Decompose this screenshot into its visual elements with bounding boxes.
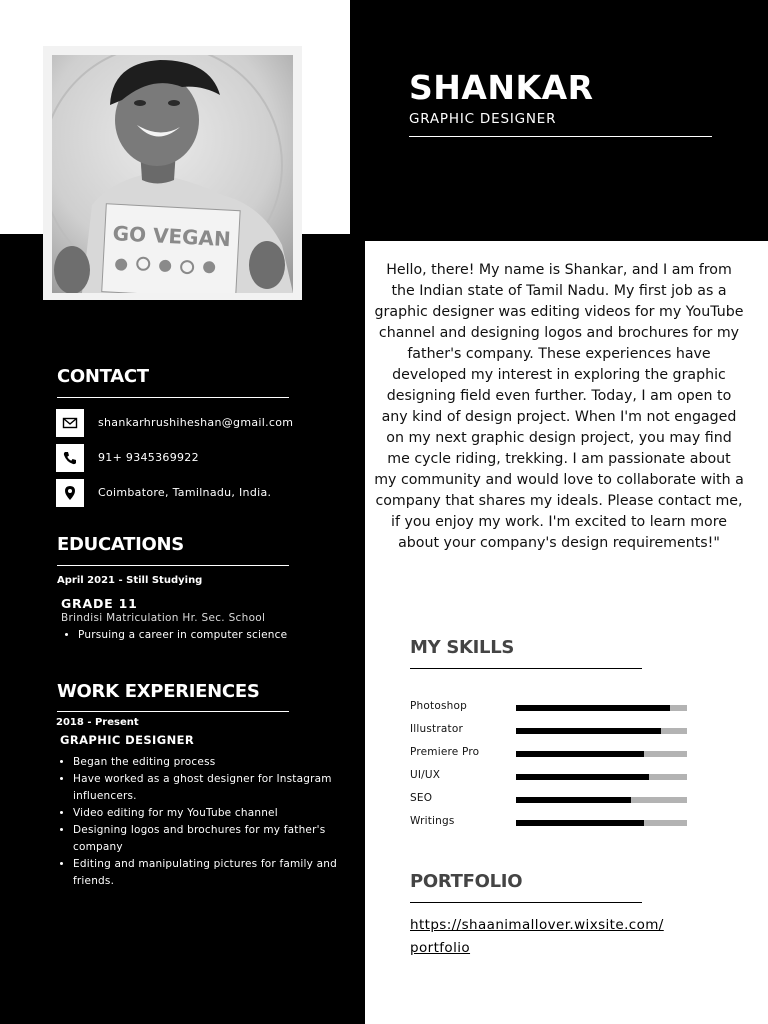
skill-name: UI/UX (410, 769, 441, 781)
skill-bar (516, 797, 687, 803)
skill-bar (516, 705, 687, 711)
skill-row (410, 746, 690, 762)
sign-text: GO VEGAN (112, 221, 232, 252)
skill-bar-fill (516, 820, 644, 826)
skill-row (410, 792, 690, 808)
skill-bar (516, 728, 687, 734)
list-item: • Have worked as a ghost designer for Instagram influencers. (73, 771, 348, 805)
skill-name: Illustrator (410, 723, 463, 735)
work-title: GRAPHIC DESIGNER (60, 733, 195, 747)
portfolio-link-line2[interactable]: portfolio (410, 940, 471, 956)
education-bullets (60, 629, 287, 641)
list-item: • Video editing for my YouTube channel (73, 805, 348, 822)
education-heading: EDUCATIONS (57, 534, 184, 555)
list-item: • Designing logos and brochures for my father's company (73, 822, 348, 856)
skills-divider (410, 668, 642, 669)
contact-email[interactable]: shankarhrushiheshan@gmail.com (98, 416, 294, 429)
work-date: 2018 - Present (56, 717, 139, 728)
about-paragraph: Hello, there! My name is Shankar, and I am from the Indian state of Tamil Nadu. My first job as a graphic designer was editing videos for my YouTube channel and designing logos and brochures for my father's company. These experiences have developed my interest in exploring the graphic designing field even further. Today, I am open to any kind of design project. When I'm not engaged on my next graphic design project, you may find me cycle riding, trekking. I am passionate about my community and would love to collaborate with a company that shares my ideals. Please contact me, if you enjoy my work. I'm excited to learn more about your company's design requirements!" (374, 262, 744, 551)
education-school: Brindisi Matriculation Hr. Sec. School (61, 612, 266, 624)
skill-row (410, 815, 690, 831)
skill-bar-fill (516, 797, 631, 803)
contact-phone[interactable]: 91+ 9345369922 (98, 451, 199, 464)
contact-heading: CONTACT (57, 366, 149, 387)
skill-name: Writings (410, 815, 455, 827)
contact-divider (57, 397, 289, 398)
phone-icon (56, 444, 84, 472)
skills-heading: MY SKILLS (410, 637, 515, 658)
skill-bar-fill (516, 705, 670, 711)
mail-icon (56, 409, 84, 437)
skill-bar (516, 751, 687, 757)
skill-bar-fill (516, 751, 644, 757)
portfolio-divider (410, 902, 642, 903)
work-divider (57, 711, 289, 712)
skill-bar-fill (516, 728, 661, 734)
portfolio-link[interactable] (410, 914, 700, 960)
skill-bar (516, 820, 687, 826)
contact-location: Coimbatore, Tamilnadu, India. (98, 486, 272, 499)
skill-row (410, 723, 690, 739)
profile-photo (52, 55, 293, 293)
list-item: • Pursuing a career in computer science (78, 629, 287, 641)
header-divider (409, 136, 712, 137)
skill-name: SEO (410, 792, 433, 804)
portfolio-heading: PORTFOLIO (410, 871, 523, 892)
location-pin-icon (56, 479, 84, 507)
work-heading: WORK EXPERIENCES (57, 681, 260, 702)
education-grade: GRADE 11 (61, 596, 138, 611)
candidate-role: GRAPHIC DESIGNER (409, 111, 557, 127)
education-divider (57, 565, 289, 566)
list-item: • Editing and manipulating pictures for family and friends. (73, 856, 348, 890)
skill-bar-fill (516, 774, 649, 780)
skill-bar (516, 774, 687, 780)
portfolio-link-line1[interactable]: https://shaanimallover.wixsite.com/ (410, 917, 664, 933)
education-date: April 2021 - Still Studying (57, 575, 203, 586)
list-item: • Began the editing process (73, 754, 348, 771)
work-bullets (55, 754, 348, 890)
skill-name: Premiere Pro (410, 746, 480, 758)
skill-name: Photoshop (410, 700, 467, 712)
candidate-name: SHANKAR (409, 68, 594, 107)
skill-row (410, 769, 690, 785)
skill-row (410, 700, 690, 716)
